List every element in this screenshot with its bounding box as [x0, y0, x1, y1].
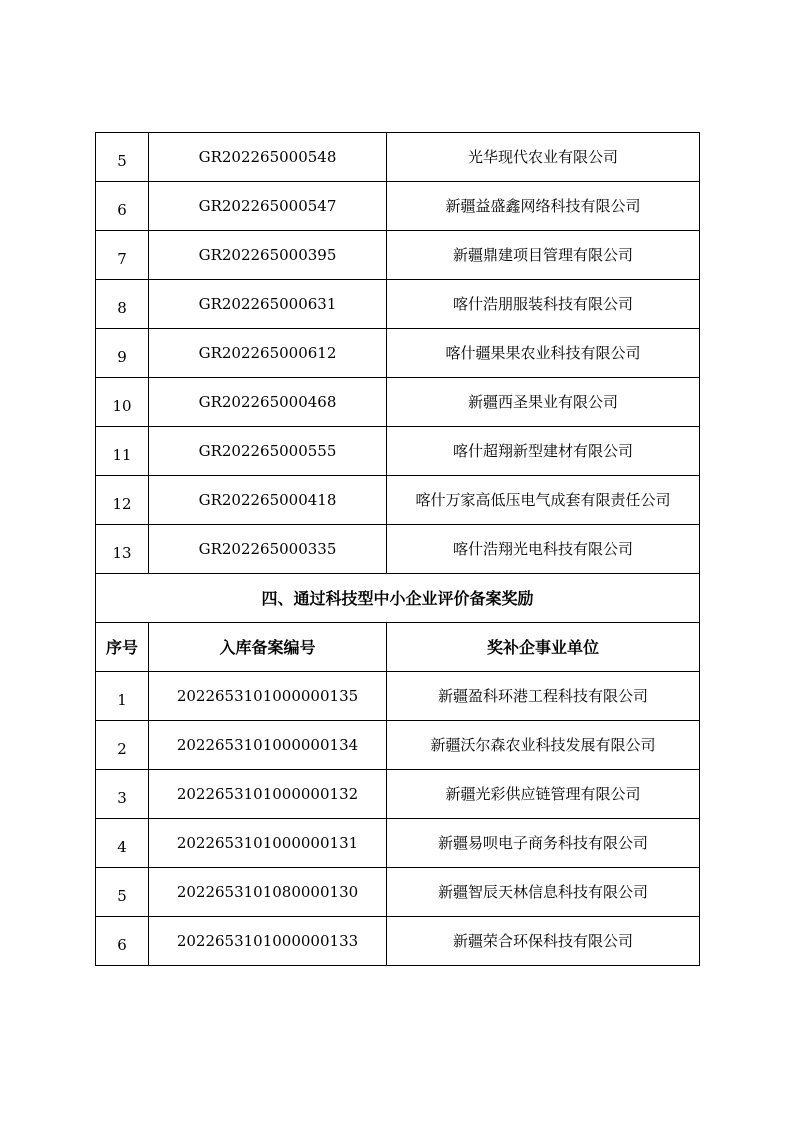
company-name: 喀什浩翔光电科技有限公司	[387, 525, 700, 574]
table-row	[96, 280, 700, 329]
table-row	[96, 329, 700, 378]
row-number: 6	[96, 917, 149, 966]
registration-code: 2022653101080000130	[149, 868, 387, 917]
table-row	[96, 868, 700, 917]
row-number: 8	[96, 280, 149, 329]
certificate-code: GR202265000468	[149, 378, 387, 427]
certificate-code: GR202265000335	[149, 525, 387, 574]
row-number: 11	[96, 427, 149, 476]
row-number: 13	[96, 525, 149, 574]
company-name: 喀什浩朋服装科技有限公司	[387, 280, 700, 329]
row-number: 2	[96, 721, 149, 770]
table-row	[96, 672, 700, 721]
registration-code: 2022653101000000131	[149, 819, 387, 868]
table-header-row	[96, 623, 700, 672]
row-number: 1	[96, 672, 149, 721]
table-row	[96, 231, 700, 280]
certificate-code: GR202265000547	[149, 182, 387, 231]
registration-code: 2022653101000000132	[149, 770, 387, 819]
header-number: 序号	[96, 623, 149, 672]
company-name: 新疆沃尔森农业科技发展有限公司	[387, 721, 700, 770]
section-title-row	[96, 574, 700, 623]
row-number: 3	[96, 770, 149, 819]
company-name: 新疆智辰天林信息科技有限公司	[387, 868, 700, 917]
table-row	[96, 476, 700, 525]
company-name: 喀什超翔新型建材有限公司	[387, 427, 700, 476]
awards-table	[95, 132, 700, 966]
row-number: 10	[96, 378, 149, 427]
table-row	[96, 721, 700, 770]
company-name: 光华现代农业有限公司	[387, 133, 700, 182]
certificate-code: GR202265000555	[149, 427, 387, 476]
company-name: 喀什万家高低压电气成套有限责任公司	[387, 476, 700, 525]
company-name: 新疆鼎建项目管理有限公司	[387, 231, 700, 280]
registration-code: 2022653101000000135	[149, 672, 387, 721]
table-row	[96, 378, 700, 427]
company-name: 新疆易呗电子商务科技有限公司	[387, 819, 700, 868]
certificate-code: GR202265000612	[149, 329, 387, 378]
table-row	[96, 182, 700, 231]
row-number: 4	[96, 819, 149, 868]
company-name: 新疆盈科环港工程科技有限公司	[387, 672, 700, 721]
certificate-code: GR202265000418	[149, 476, 387, 525]
row-number: 9	[96, 329, 149, 378]
certificate-code: GR202265000395	[149, 231, 387, 280]
company-name: 新疆光彩供应链管理有限公司	[387, 770, 700, 819]
registration-code: 2022653101000000133	[149, 917, 387, 966]
registration-code: 2022653101000000134	[149, 721, 387, 770]
row-number: 5	[96, 868, 149, 917]
table-row	[96, 770, 700, 819]
section-title: 四、通过科技型中小企业评价备案奖励	[96, 574, 700, 623]
company-name: 喀什疆果果农业科技有限公司	[387, 329, 700, 378]
certificate-code: GR202265000631	[149, 280, 387, 329]
table-row	[96, 917, 700, 966]
table-row	[96, 819, 700, 868]
certificate-code: GR202265000548	[149, 133, 387, 182]
company-name: 新疆西圣果业有限公司	[387, 378, 700, 427]
table-row	[96, 133, 700, 182]
row-number: 12	[96, 476, 149, 525]
row-number: 6	[96, 182, 149, 231]
header-code: 入库备案编号	[149, 623, 387, 672]
row-number: 7	[96, 231, 149, 280]
company-name: 新疆益盛鑫网络科技有限公司	[387, 182, 700, 231]
table-row	[96, 427, 700, 476]
header-company: 奖补企事业单位	[387, 623, 700, 672]
row-number: 5	[96, 133, 149, 182]
table-row	[96, 525, 700, 574]
company-name: 新疆荣合环保科技有限公司	[387, 917, 700, 966]
